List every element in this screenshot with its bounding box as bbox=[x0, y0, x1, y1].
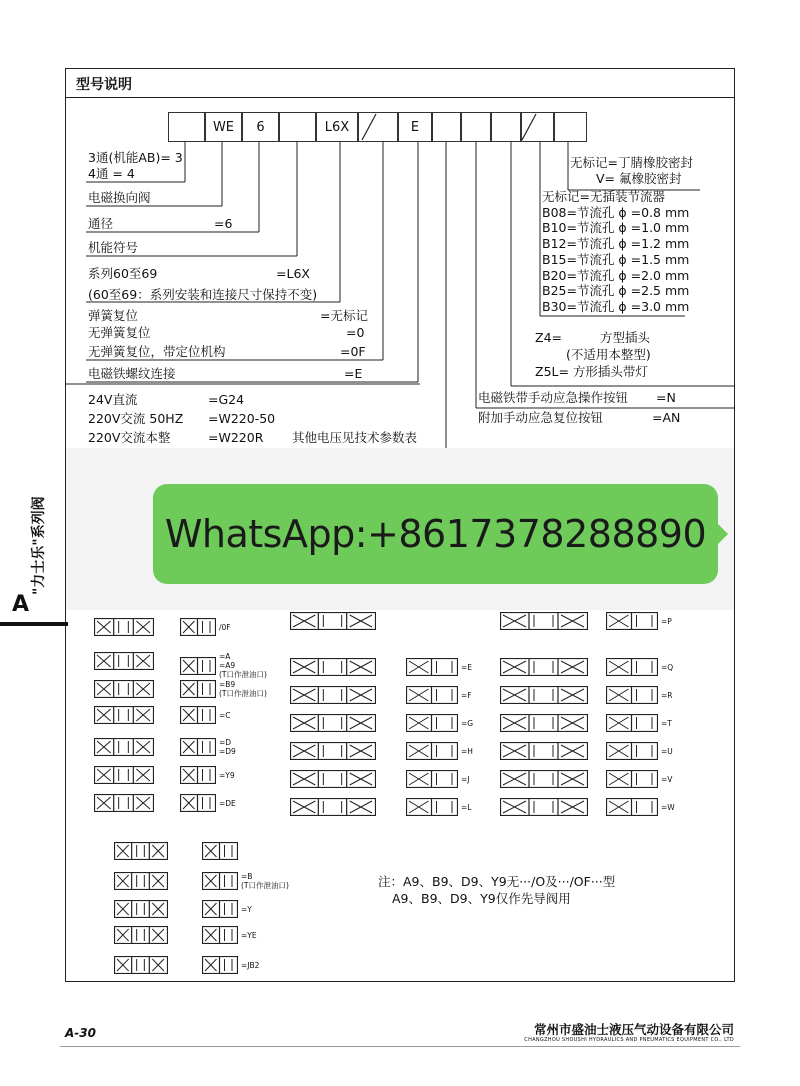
valve-symbol-icon bbox=[500, 686, 588, 704]
manual-n-value: =N bbox=[656, 390, 676, 405]
valve-symbol-code: =YE bbox=[241, 930, 257, 940]
valve-symbol bbox=[202, 842, 241, 860]
valve-symbol-icon bbox=[290, 798, 376, 816]
throttle-b15: B15=节流孔 ϕ =1.5 mm bbox=[542, 252, 690, 267]
valve-symbol bbox=[406, 658, 472, 676]
valve-symbol-code: =Y bbox=[241, 904, 252, 914]
manual-an-value: =AN bbox=[652, 410, 681, 425]
valve-symbol-icon bbox=[290, 612, 376, 630]
valve-symbol-icon bbox=[180, 794, 216, 812]
valve-symbol bbox=[114, 872, 168, 890]
valve-symbol-code: =Q bbox=[661, 662, 674, 672]
z4-note: (不适用本整型) bbox=[566, 347, 651, 362]
valve-symbol bbox=[606, 742, 673, 760]
valve-symbol bbox=[180, 618, 231, 636]
valve-symbol-icon bbox=[94, 766, 154, 784]
valve-symbol-icon bbox=[406, 658, 458, 676]
valve-symbol bbox=[500, 686, 588, 704]
valve-symbol-code: =T bbox=[661, 718, 672, 728]
valve-symbol bbox=[94, 680, 154, 698]
valve-symbol-icon bbox=[406, 798, 458, 816]
valve-symbol bbox=[180, 652, 267, 679]
valve-symbol bbox=[94, 706, 154, 724]
valve-symbol bbox=[290, 658, 376, 676]
dc24-value: =G24 bbox=[208, 392, 245, 407]
valve-symbol-icon bbox=[406, 770, 458, 788]
seal-nbr-label: 无标记=丁腈橡胶密封 bbox=[570, 155, 693, 170]
valve-symbol bbox=[180, 680, 267, 698]
valve-symbol bbox=[202, 926, 257, 944]
valve-symbol-code: =U bbox=[661, 746, 673, 756]
valve-symbol-code: =H bbox=[461, 746, 473, 756]
ac220r-label: 220V交流本整 bbox=[88, 430, 171, 445]
valve-symbol bbox=[180, 794, 236, 812]
page-number: A-30 bbox=[65, 1026, 96, 1040]
throttle-b30: B30=节流孔 ϕ =3.0 mm bbox=[542, 299, 690, 314]
manual-an-label: 附加手动应急复位按钮 bbox=[478, 410, 604, 425]
valve-symbol bbox=[290, 714, 376, 732]
valve-symbol bbox=[94, 738, 154, 756]
valve-symbol-icon bbox=[114, 900, 168, 918]
valve-symbol-code: =R bbox=[661, 690, 673, 700]
valve-symbol-icon bbox=[114, 872, 168, 890]
valve-symbol bbox=[290, 612, 376, 630]
size-value: =6 bbox=[214, 216, 233, 231]
valve-symbol-code: =JB2 bbox=[241, 960, 260, 970]
ports-4-label: 4通 = 4 bbox=[88, 166, 135, 181]
valve-symbol-icon bbox=[94, 738, 154, 756]
spring-return-label: 弹簧复位 bbox=[88, 308, 139, 323]
valve-symbol bbox=[406, 770, 470, 788]
valve-symbol-code: =D =D9 bbox=[219, 738, 236, 756]
valve-symbol-icon bbox=[290, 770, 376, 788]
size-label: 通径 bbox=[88, 216, 114, 231]
side-tab-bar bbox=[0, 622, 68, 626]
thread-conn-value: =E bbox=[344, 366, 363, 381]
valve-symbol-code: /0F bbox=[219, 622, 231, 632]
valve-symbol bbox=[500, 714, 588, 732]
valve-symbol-icon bbox=[500, 742, 588, 760]
valve-symbol bbox=[406, 714, 473, 732]
valve-symbol-code: =V bbox=[661, 774, 673, 784]
code-box: E bbox=[398, 112, 432, 142]
valve-symbol-icon bbox=[606, 714, 658, 732]
dc24-label: 24V直流 bbox=[88, 392, 138, 407]
z5l-label: Z5L= 方形插头带灯 bbox=[535, 364, 648, 379]
code-box: 6 bbox=[242, 112, 279, 142]
valve-symbol-code: =B9 (T口作泄油口) bbox=[219, 680, 267, 698]
side-tab-series-text: "力士乐"系列阀 bbox=[31, 496, 47, 595]
throttle-b25: B25=节流孔 ϕ =2.5 mm bbox=[542, 283, 690, 298]
section-title: 型号说明 bbox=[76, 77, 132, 93]
company-name-en: CHANGZHOU SHOUSHI HYDRAULICS AND PNEUMATICS EQUIPMENT CO., LTD bbox=[524, 1037, 734, 1043]
thread-conn-label: 电磁铁螺纹连接 bbox=[88, 366, 176, 381]
throttle-b10: B10=节流孔 ϕ =1.0 mm bbox=[542, 220, 690, 235]
valve-symbol bbox=[94, 618, 154, 636]
code-box: WE bbox=[205, 112, 242, 142]
valve-symbol bbox=[290, 686, 376, 704]
valve-symbol bbox=[94, 652, 154, 670]
valve-symbol bbox=[406, 742, 473, 760]
valve-symbol-icon bbox=[114, 842, 168, 860]
ac220-label: 220V交流 50HZ bbox=[88, 411, 184, 426]
ports-3-label: 3通(机能AB)= 3 bbox=[88, 150, 183, 165]
valve-symbol bbox=[500, 770, 588, 788]
valve-symbol-icon bbox=[606, 742, 658, 760]
valve-symbol bbox=[406, 686, 472, 704]
valve-symbol bbox=[500, 798, 588, 816]
valve-symbol bbox=[180, 706, 231, 724]
valve-symbol-icon bbox=[290, 686, 376, 704]
no-spring-label: 无弹簧复位 bbox=[88, 325, 151, 340]
valve-symbol bbox=[114, 900, 168, 918]
valve-symbol-code: =J bbox=[461, 774, 470, 784]
throttle-b12: B12=节流孔 ϕ =1.2 mm bbox=[542, 236, 690, 251]
valve-symbol-icon bbox=[94, 618, 154, 636]
watermark-text: WhatsApp:+8617378288890 bbox=[164, 512, 707, 556]
valve-symbol-icon bbox=[606, 798, 658, 816]
valve-symbol-icon bbox=[114, 956, 168, 974]
valve-symbol bbox=[406, 798, 471, 816]
z4-label: Z4= bbox=[535, 330, 562, 345]
series-note: (60至69：系列安装和连接尺寸保持不变) bbox=[88, 287, 318, 302]
no-spring-value: =0 bbox=[346, 325, 365, 340]
throttle-b20: B20=节流孔 ϕ =2.0 mm bbox=[542, 268, 690, 283]
z4-desc: 方型插头 bbox=[600, 330, 651, 345]
valve-symbol bbox=[500, 612, 588, 630]
code-box: L6X bbox=[316, 112, 358, 142]
valve-symbol bbox=[202, 956, 259, 974]
valve-symbol-code: =A =A9 (T口作泄油口) bbox=[219, 652, 267, 679]
no-throttle-label: 无标记=无插装节流器 bbox=[542, 189, 665, 204]
valve-symbol-icon bbox=[180, 618, 216, 636]
valve-symbol bbox=[606, 686, 673, 704]
valve-symbol bbox=[114, 842, 168, 860]
valve-symbol bbox=[606, 612, 672, 630]
valve-symbol-code: =W bbox=[661, 802, 675, 812]
valve-symbol-icon bbox=[606, 658, 658, 676]
valve-symbol bbox=[94, 766, 154, 784]
valve-symbol-icon bbox=[406, 686, 458, 704]
ac220r-value: =W220R bbox=[208, 430, 264, 445]
valve-symbol-code: =DE bbox=[219, 798, 236, 808]
no-spring-detent-value: =0F bbox=[340, 344, 366, 359]
note-line-2: A9、B9、D9、Y9仅作先导阀用 bbox=[392, 891, 571, 906]
valve-symbol-icon bbox=[606, 612, 658, 630]
valve-symbol-code: =E bbox=[461, 662, 473, 672]
valve-symbol-icon bbox=[290, 714, 376, 732]
valve-symbol-icon bbox=[500, 770, 588, 788]
valve-symbol bbox=[500, 742, 588, 760]
valve-symbol bbox=[606, 798, 675, 816]
valve-symbol-code: =B (T口作泄油口) bbox=[241, 872, 289, 890]
valve-symbol-icon bbox=[606, 770, 658, 788]
valve-symbol-icon bbox=[94, 652, 154, 670]
no-spring-detent-label: 无弹簧复位，带定位机构 bbox=[88, 344, 226, 359]
other-voltage-note: 其他电压见技术参数表 bbox=[292, 430, 418, 445]
valve-symbol-icon bbox=[406, 714, 458, 732]
valve-symbol-icon bbox=[500, 714, 588, 732]
valve-symbol bbox=[606, 658, 673, 676]
valve-symbol-icon bbox=[406, 742, 458, 760]
valve-symbol-code: =Y9 bbox=[219, 770, 235, 780]
ac220-value: =W220-50 bbox=[208, 411, 276, 426]
valve-symbol bbox=[180, 738, 236, 756]
valve-symbol bbox=[500, 658, 588, 676]
valve-symbol bbox=[606, 714, 672, 732]
valve-symbol-icon bbox=[180, 766, 216, 784]
valve-symbol bbox=[114, 926, 168, 944]
valve-symbol bbox=[606, 770, 672, 788]
valve-symbol bbox=[180, 766, 235, 784]
valve-symbol-icon bbox=[606, 686, 658, 704]
valve-symbol-code: =L bbox=[461, 802, 472, 812]
valve-symbol-icon bbox=[290, 742, 376, 760]
spring-return-value: =无标记 bbox=[320, 308, 368, 323]
valve-symbol-icon bbox=[114, 926, 168, 944]
valve-symbol-icon bbox=[290, 658, 376, 676]
valve-symbol bbox=[202, 872, 289, 890]
note-line-1: 注：A9、B9、D9、Y9无···/O及···/OF···型 bbox=[378, 874, 616, 889]
seal-fkm-label: V= 氟橡胶密封 bbox=[596, 171, 682, 186]
valve-symbol-icon bbox=[180, 706, 216, 724]
valve-symbol bbox=[94, 794, 154, 812]
valve-symbol-icon bbox=[202, 926, 238, 944]
valve-symbol bbox=[290, 770, 376, 788]
valve-symbol-icon bbox=[500, 658, 588, 676]
company-name: 常州市盛油士液压气动设备有限公司 bbox=[533, 1022, 734, 1037]
valve-symbol bbox=[202, 900, 252, 918]
manual-n-label: 电磁铁带手动应急操作按钮 bbox=[478, 390, 629, 405]
valve-symbol-icon bbox=[94, 706, 154, 724]
valve-symbol-icon bbox=[180, 680, 216, 698]
footer-divider bbox=[60, 1046, 740, 1047]
valve-symbol-code: =F bbox=[461, 690, 472, 700]
valve-symbol-code: =G bbox=[461, 718, 474, 728]
series-label: 系列60至69 bbox=[88, 266, 158, 281]
valve-symbol-icon bbox=[500, 798, 588, 816]
valve-symbol bbox=[114, 956, 168, 974]
valve-symbol-icon bbox=[202, 956, 238, 974]
side-tab-letter: A bbox=[12, 592, 30, 617]
throttle-b08: B08=节流孔 ϕ =0.8 mm bbox=[542, 205, 690, 220]
valve-symbol-icon bbox=[202, 900, 238, 918]
valve-symbol-icon bbox=[202, 842, 238, 860]
valve-symbol bbox=[290, 798, 376, 816]
valve-symbol-icon bbox=[94, 794, 154, 812]
valve-symbol-icon bbox=[180, 657, 216, 675]
valve-symbol-code: =C bbox=[219, 710, 231, 720]
valve-symbol-icon bbox=[94, 680, 154, 698]
valve-symbol-icon bbox=[180, 738, 216, 756]
function-symbol-label: 机能符号 bbox=[88, 240, 139, 255]
valve-symbol-icon bbox=[202, 872, 238, 890]
valve-symbol bbox=[290, 742, 376, 760]
valve-symbol-icon bbox=[500, 612, 588, 630]
valve-symbol-code: =P bbox=[661, 616, 672, 626]
solenoid-valve-label: 电磁换向阀 bbox=[88, 190, 151, 205]
series-value: =L6X bbox=[276, 266, 310, 281]
